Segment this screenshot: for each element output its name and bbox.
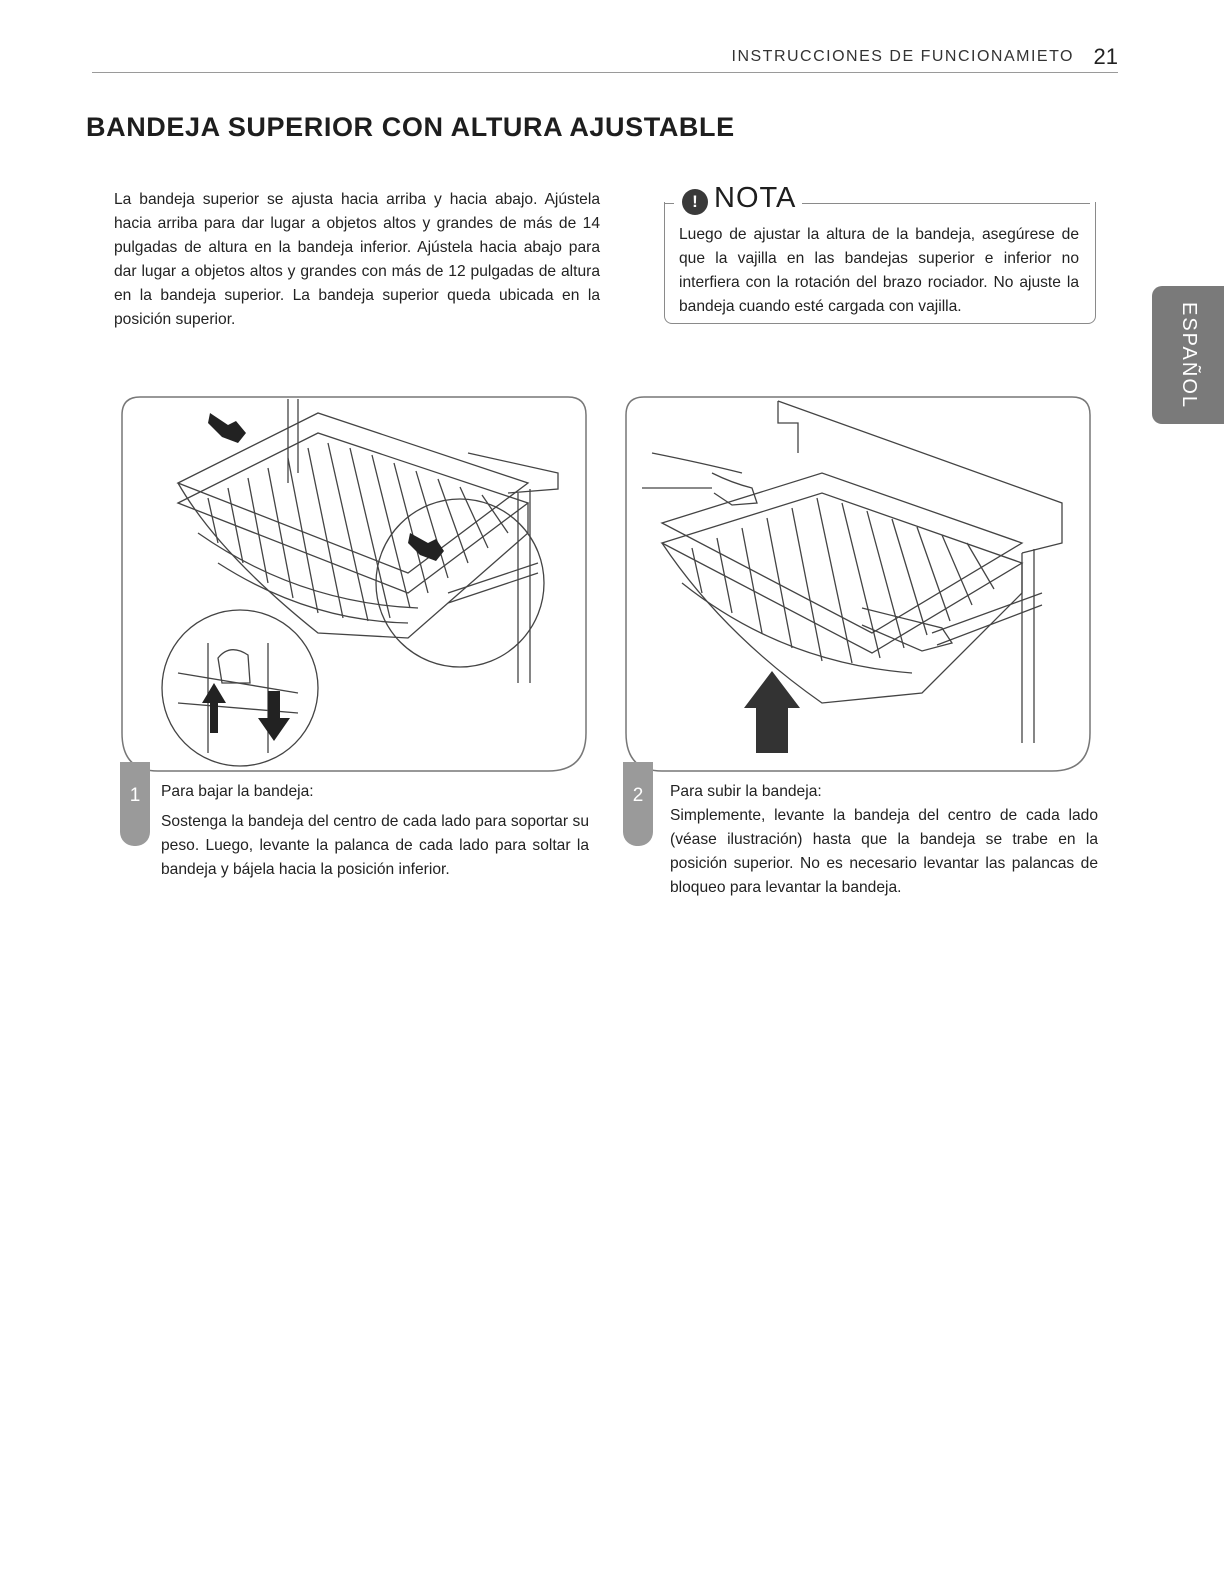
raise-rack-illustration [622,393,1094,777]
note-divider-left [664,203,674,204]
note-text: Luego de ajustar la altura de la bandeja, asegúrese de que la vajilla en las bandejas superior e inferior no interfiera con la rotación del brazo rociador. No ajuste la bandeja cuando esté cargada con vajilla. [679,226,1079,315]
step-1-heading: Para bajar la bandeja: [161,783,314,800]
step-2-number: 2 [632,785,644,806]
lower-rack-illustration [118,393,590,777]
page-number: 21 [1093,44,1118,69]
exclamation-icon: ! [682,189,708,215]
step-2-heading: Para subir la bandeja: [670,783,822,800]
step-2-text: Simplemente, levante la bandeja del centro de cada lado (véase ilustración) hasta que la bandeja se trabe en la posición superior. No es necesario levantar las palancas de bloqueo para levantar la bandeja. [670,807,1098,896]
header-section-title: INSTRUCCIONES DE FUNCIONAMIETO [731,48,1074,65]
page-title: BANDEJA SUPERIOR CON ALTURA AJUSTABLE [86,112,735,142]
language-tab-label: ESPAÑOL [1177,301,1200,409]
header-divider [92,72,1118,73]
note-title: NOTA [714,182,797,214]
note-divider [802,203,1090,204]
step-1-number: 1 [129,785,141,806]
intro-paragraph: La bandeja superior se ajusta hacia arriba y hacia abajo. Ajústela hacia arriba para dar lugar a objetos altos y grandes de más de 14 pulgadas de altura en la bandeja inferior. Ajústela hacia abajo para dar lugar a objetos altos y grandes con más de 12 pulgadas de altura en la bandeja superior. La bandeja superior queda ubicada en la posición superior. [114,191,600,328]
step-1-text: Sostenga la bandeja del centro de cada lado para soportar su peso. Luego, levante la palanca de cada lado para soltar la bandeja y bájela hacia la posición inferior. [161,813,589,878]
